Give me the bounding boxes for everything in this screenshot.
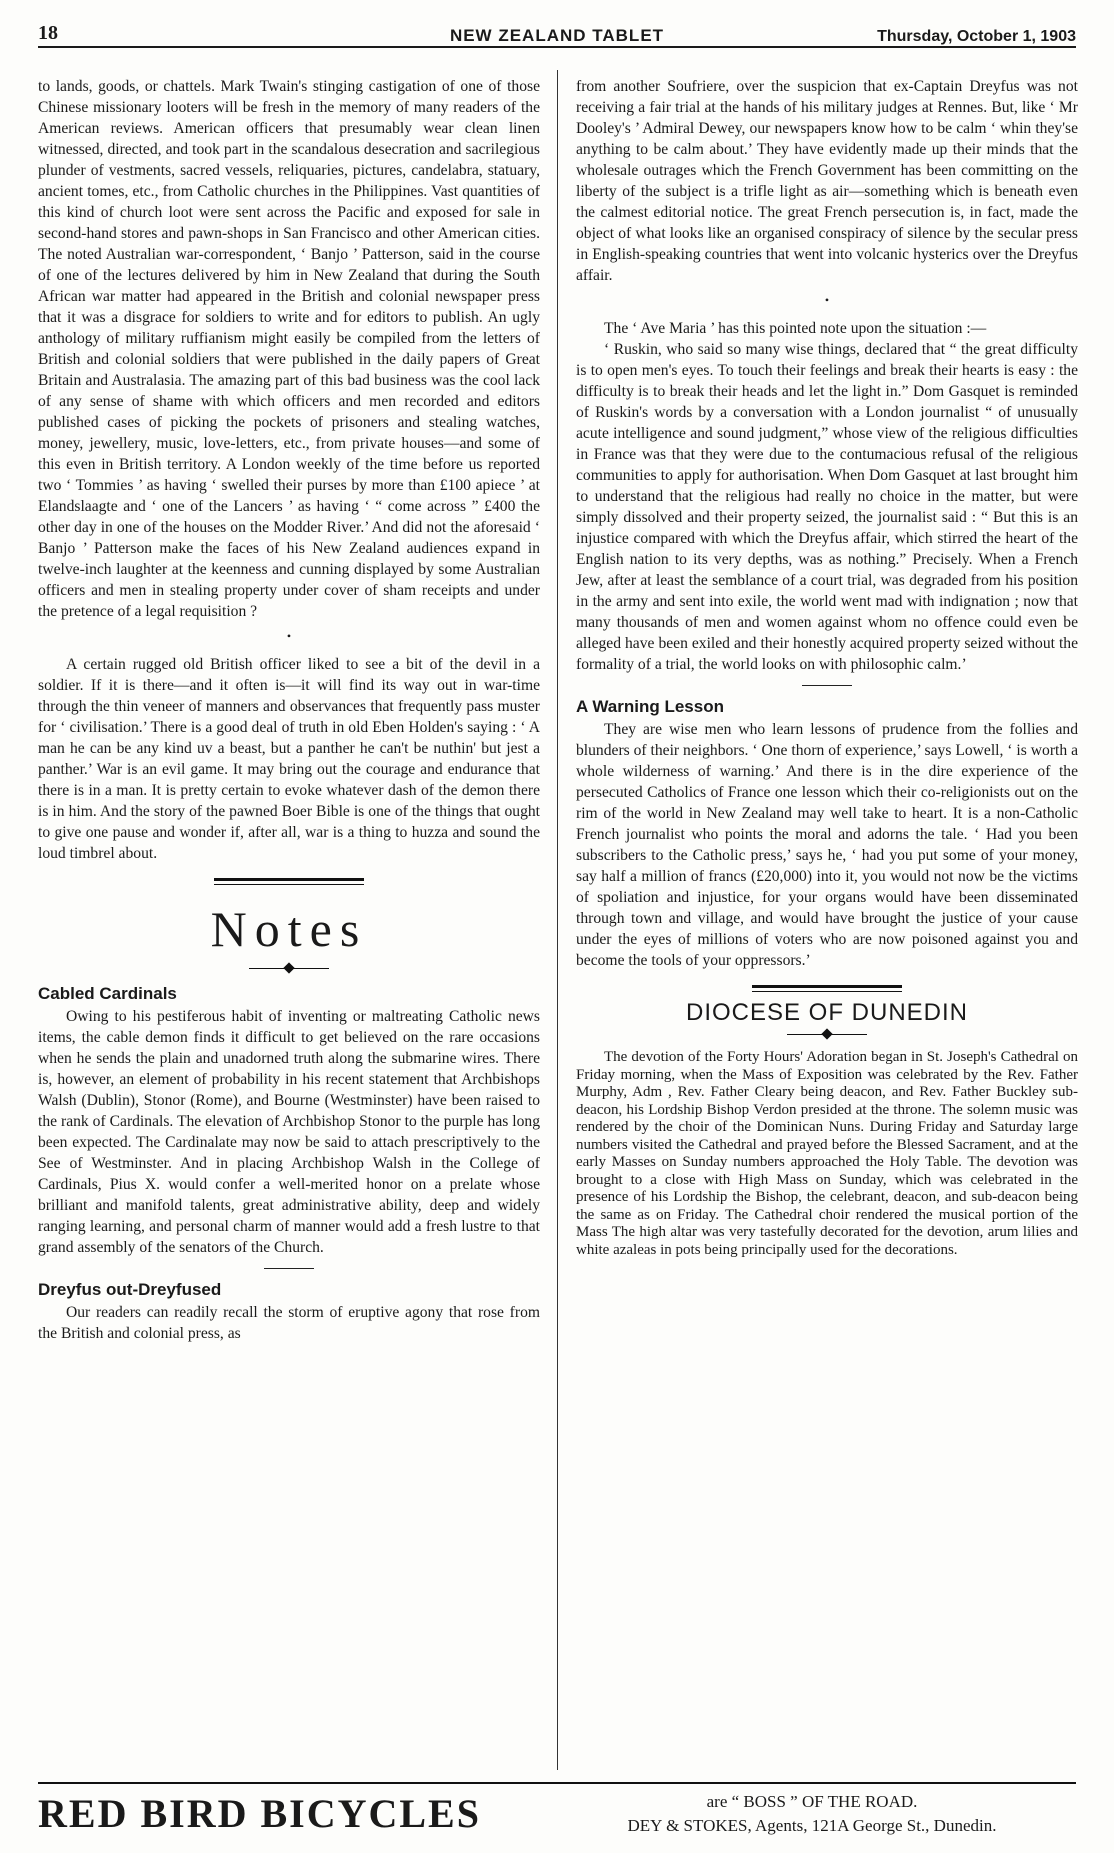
article-paragraph: Our readers can readily recall the storm of eruptive agony that rose from the British and colonial press, as	[38, 1304, 540, 1342]
advert-text	[548, 1790, 1076, 1838]
article-paragraph: Owing to his pestiferous habit of inventing or maltreating Catholic news items, the cable demon finds it difficult to get believed on the rare occasions when he sends the plain and unadorned truth along the submarine wires. There is, however, an element of probability in his recent statement that Archbishops Walsh (Dublin), Stonor (Rome), and Bourne (Westminster) have been raised to the rank of Cardinals. The elevation of Archbishop Stonor to the purple has long been expected. The Cardinalate may now be said to attach prescriptively to the See of Westminster. And in placing Archbishop Walsh in the College of Cardinals, Pius X. would confer a well-merited honor on a prelate whose brilliant and manifold talents, great administrative ability, deep and widely ranging learning, and personal charm of manner would add a fresh lustre to that grand assembly of the senators of the Church.	[38, 1008, 540, 1256]
notes-title: Notes	[210, 901, 368, 957]
quoted-paragraph: ‘ Ruskin, who said so many wise things, declared that “ the great difficulty is to open men's eyes. To touch their feelings and break their hearts is easy : the difficulty is to break their heads and let the light in.” Dom Gasquet is reminded of Ruskin's words by a conversation with a London journalist “ of unusually acute intelligence and sound judgment,” whose view of the religious difficulties in France was that they were due to the contumacious refusal of the religious communities to apply for authorisation. When Dom Gasquet at last brought him to understand that the religious had really no choice in the matter, but were simply dissolved and their property seized, the journalist said : “ But this is an injustice compared with which the Dreyfus affair, which stirred the heart of the English nation to its very depths, was as nothing.” Precisely. When a French Jew, after at least the semblance of a court trial, was degraded from his position in the army and sent into exile, the world went mad with indignation ; now that many thousands of men and women against whom no offence could even be alleged have been exiled and their honestly acquired property seized without the formality of a trial, the world looks on with philosophic calm.’	[576, 341, 1078, 673]
issue-date: Thursday, October 1, 1903	[877, 28, 1076, 45]
advert-slogan: are “ BOSS ” OF THE ROAD.	[706, 1792, 918, 1811]
diamond-rule	[787, 1029, 867, 1039]
article-paragraph: The ‘ Ave Maria ’ has this pointed note upon the situation :—	[604, 320, 987, 337]
right-column	[576, 76, 1078, 1259]
double-rule	[214, 878, 364, 885]
article-paragraph: from another Soufriere, over the suspicion that ex-Captain Dreyfus was not receiving a fair trial at the hands of his military judges at Rennes. But, like ‘ Mr Dooley's ’ Admiral Dewey, our newspapers know how to be calm ‘ whin they'se anything to be calm about.’ They have evidently made up their minds that the wholesale outrages which the French Government has been committing on the liberty of the subject is a trifle light as air—something which is beneath even the calmest editorial notice. The great French persecution is, in fact, made the object of what looks like an organised conspiracy of silence by the secular press in English-speaking countries that went into volcanic hysterics over the Dreyfus affair.	[576, 78, 1078, 284]
diocese-title: DIOCESE OF DUNEDIN	[685, 999, 969, 1026]
page-header	[38, 18, 1076, 48]
short-rule	[802, 685, 852, 686]
article-paragraph: The devotion of the Forty Hours' Adoration began in St. Joseph's Cathedral on Friday morning, when the Mass of Exposition was celebrated by the Rev. Father Murphy, Adm , Rev. Father Cleary being deacon, and Rev. Father Buckley sub-deacon, his Lordship Bishop Verdon presided at the throne. The solemn music was rendered by the choir of the Dominican Nuns. During Friday and Saturday large numbers visited the Cathedral and prayed before the Blessed Sacrament, and at the early Masses on Sunday numbers approached the Holy Table. The devotion was brought to a close with High Mass on Sunday, which was celebrated in the presence of his Lordship the Bishop, the celebrant, deacon, and sub-deacon being the same as on Friday. The Cathedral choir rendered the musical portion of the Mass The high altar was very tastefully decorated for the devotion, arum lilies and white azaleas in pots being principally used for the decorations.	[576, 1049, 1078, 1258]
section-separator: •	[824, 293, 830, 307]
page-number: 18	[38, 22, 58, 44]
advert-agents: DEY & STOKES, Agents, 121A George St., Dunedin.	[627, 1816, 997, 1835]
column-divider	[557, 70, 558, 1770]
publication-title: NEW ZEALAND TABLET	[449, 26, 665, 45]
article-paragraph: They are wise men who learn lessons of prudence from the follies and blunders of their neighbors. ‘ One thorn of experience,’ says Lowell, ‘ is worth a whole wilderness of warning.’ And there is in the dire experience of the persecuted Catholics of France one lesson which their co-religionists out on the rim of the world in New Zealand may well take to heart. It is a non-Catholic French journalist who points the moral and adorns the tale. ‘ Had you been subscribers to the Catholic press,’ says he, ‘ had you put some of your money, say half a million of francs (£20,000) into it, you would not now be the victims of spoliation and injustice, for your organs would have been disseminated through town and village, and would have brought the justice of your cause under the eyes of millions of voters who are now poisoned against you and become the tools of your oppressors.’	[576, 721, 1078, 969]
diocese-heading-block	[576, 985, 1078, 1039]
section-separator: •	[286, 629, 292, 643]
notes-heading-block	[38, 878, 540, 973]
section-heading-cabled-cardinals: Cabled Cardinals	[38, 984, 177, 1003]
diamond-rule	[249, 963, 329, 973]
diocese-article	[576, 1049, 1078, 1259]
left-column	[38, 76, 540, 1344]
footer-rule	[38, 1782, 1076, 1784]
article-paragraph: to lands, goods, or chattels. Mark Twain's stinging castigation of one of those Chinese missionary looters will be fresh in the memory of many readers of the American reviews. American officers that presumably wear clean linen witnessed, directed, and took part in the scandalous desecration and sacrilegious plunder of vestments, sacred vessels, reliquaries, pictures, candelabra, statuary, ancient tomes, etc., from Catholic churches in the Philippines. Vast quantities of this kind of church loot were sent across the Pacific and exposed for sale in second-hand stores and pawn-shops in San Francisco and other American cities. The noted Australian war-correspondent, ‘ Banjo ’ Patterson, said in the course of one of the lectures delivered by him in New Zealand that during the South African war matter had appeared in the British and colonial newspaper press that it was a disgrace for soldiers to write and for editors to publish. An ugly anthology of military ruffianism might easily be compiled from the letters of British and colonial soldiers that were published in the daily papers of Great Britain and Australasia. The amazing part of this bad business was the cool lack of any sense of shame with which officers and men recorded and editors published cases of picking the pockets of prisoners and stealing watches, money, jewellery, music, love-letters, etc., from private houses—and some of this even in British territory. A London weekly of the time before us reported two ‘ Tommies ’ as having ‘ swelled their purses by more than £100 apiece ’ at Elandslaagte and ‘ one of the Lancers ’ as having ‘ “ come across ” £400 the other day in one of the houses on the Modder River.’ And did not the aforesaid ‘ Banjo ’ Patterson make the faces of his New Zealand audiences expand in twelve-inch laughter at the keenness and cunning displayed by some Australian officers and men in stealing property under cover of sham receipts and under the pretence of a legal requisition ?	[38, 78, 540, 620]
double-rule	[752, 985, 902, 992]
section-heading-dreyfus: Dreyfus out-Dreyfused	[38, 1280, 222, 1299]
short-rule	[264, 1268, 314, 1269]
section-heading-warning-lesson: A Warning Lesson	[576, 697, 724, 716]
article-paragraph: A certain rugged old British officer liked to see a bit of the devil in a soldier. If it is there—and it often is—it will find its way out in war-time through the thin veneer of manners and observances that frequently pass muster for ‘ civilisation.’ There is a good deal of truth in old Eben Holden's saying : ‘ A man he can be any kind uv a beast, but a panther he can't be nuthin' but jest a panther.’ War is an evil game. It may bring out the courage and endurance that there is in a man. It is pretty certain to evoke whatever dash of the demon there is in him. And the story of the pawned Boer Bible is one of the things that ought to give one pause and wonder if, after all, war is a thing to huzza and sound the loud timbrel about.	[38, 656, 540, 862]
advert-brand: RED BIRD BICYCLES	[38, 1791, 481, 1836]
